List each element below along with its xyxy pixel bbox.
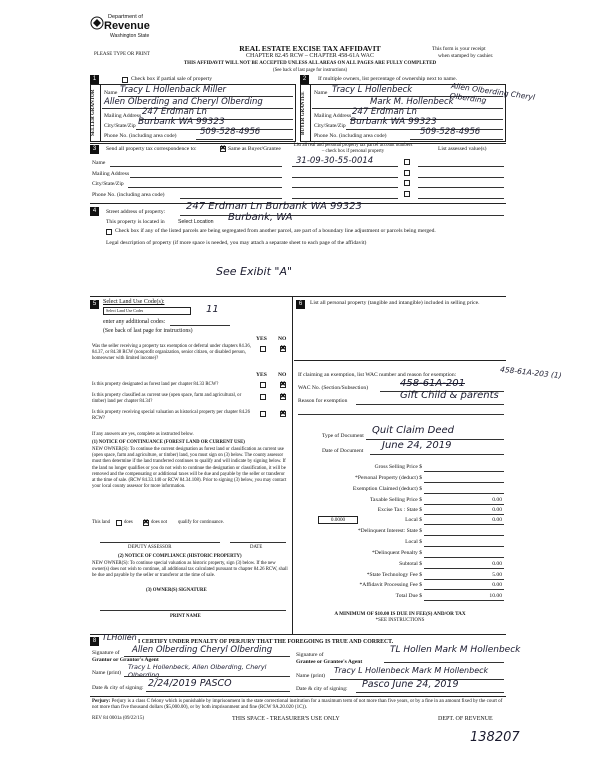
wac-value[interactable]: 458-61A-201 — [400, 378, 465, 389]
section4-number: 4 — [90, 207, 99, 216]
calc-local-value: 0.00 — [492, 517, 502, 523]
exemption-label: If claiming an exemption, list WAC number and reason for exemption: — [298, 372, 457, 378]
buyer-phone-value[interactable]: 509-528-4956 — [420, 127, 481, 137]
section3-number: 3 — [90, 145, 99, 154]
notice2-title: (2) NOTICE OF COMPLIANCE (HISTORIC PROPERTY) — [118, 554, 242, 559]
calc-total-value: 10.00 — [489, 593, 502, 599]
q4-yes-checkbox[interactable] — [260, 411, 266, 417]
seller-side-label: SELLER GRANTOR — [91, 89, 96, 137]
segregated-checkbox[interactable] — [106, 229, 112, 235]
buyer-phone-label: Phone No. (including area code) — [314, 133, 387, 139]
calc-taxable-label: Taxable Selling Price $ — [370, 497, 422, 503]
grantee-date-city-label: Date & city of signing: — [296, 686, 348, 692]
correspondence-phone-label: Phone No. (including area code) — [92, 192, 165, 198]
calc-gross-label: Gross Selling Price $ — [374, 464, 422, 470]
partial-sale-label: Check box if partial sale of property — [131, 76, 213, 82]
does-checkbox[interactable] — [116, 520, 122, 526]
no-header-1: NO — [278, 336, 287, 342]
calc-personal-label: *Personal Property (deduct) $ — [355, 475, 422, 481]
additional-codes-label: enter any additional codes: — [103, 319, 166, 325]
correspondence-mailing-label: Mailing Address — [92, 171, 130, 177]
seller-name-value2[interactable]: Allen Olberding and Cheryl Olberding — [104, 97, 263, 107]
legal-description-value[interactable]: See Exibit "A" — [216, 265, 293, 278]
receipt-line1: This form is your receipt — [432, 46, 486, 52]
calc-tech-fee-value: 5.00 — [492, 572, 502, 578]
calc-exemption-label: Exemption Claimed (deduct) $ — [352, 486, 422, 492]
land-use-select[interactable]: Select Land Use Codes — [103, 307, 191, 315]
segregated-label: Check box if any of the listed parcels are being segregated from another parcel, are part of a boundary line adjustment or parcels being merged. — [115, 228, 436, 234]
document-type-label: Type of Document — [322, 433, 364, 439]
grantee-signature[interactable]: TL Hollen Mark M Hollenbeck — [390, 645, 521, 655]
perjury-notice-bold: Perjury: — [92, 699, 111, 704]
buyer-name-label: Name — [314, 90, 328, 96]
buyer-name-value2[interactable]: Mark M. Hollenbeck — [370, 97, 454, 107]
calc-excise-state-label: Excise Tax : State $ — [377, 507, 422, 513]
wac-label: WAC No. (Section/Subsection) — [298, 385, 369, 391]
this-land-label: This land — [92, 520, 110, 525]
seller-city-label: City/State/Zip — [104, 123, 136, 129]
personal-property-checkbox-4[interactable] — [404, 191, 410, 197]
form-chapter: CHAPTER 82.45 RCW – CHAPTER 458-61A WAC — [246, 53, 374, 59]
does-label: does — [124, 520, 133, 525]
form-warning: THIS AFFIDAVIT WILL NOT BE ACCEPTED UNLESS ALL AREAS ON ALL PAGES ARE FULLY COMPLETED — [183, 61, 437, 66]
same-as-buyer-label: Same as Buyer/Grantee — [228, 146, 281, 152]
reason-label: Reason for exemption — [298, 398, 348, 404]
correspondence-city-label: City/State/Zip — [92, 181, 124, 187]
grantor-signature-of: Signature of — [92, 650, 120, 656]
buyer-name-value[interactable]: Tracy L Hollenbeck — [332, 85, 413, 95]
stamp-number: 138207 — [470, 730, 520, 745]
personal-property-label: List all personal property (tangible and intangible) included in selling price. — [310, 300, 480, 306]
notice2-text: NEW OWNER(S): To continue special valuation as historic property, sign (3) below. If the new owner(s) does not wish to continue, all additional tax calculated pursuant to chapter 84.26 RCW, shall be due and payable by the seller or transferor at the time of sale. — [92, 561, 288, 579]
q1-no-checkbox[interactable] — [280, 346, 286, 352]
dor-logo-icon — [90, 16, 104, 30]
receipt-line2: when stamped by cashier. — [438, 53, 494, 59]
deputy-date-label: DATE — [250, 545, 263, 550]
partial-sale-checkbox[interactable] — [122, 77, 128, 83]
does-not-checkbox[interactable] — [143, 520, 149, 526]
seller-name-label: Name — [104, 90, 118, 96]
q1-text: Was the seller receiving a property tax exemption or deferral under chapters 84.36, 84.37, or 84.38 RCW (nonprofit organization, senior citizen, or disabled person, homeowner with limited income)? — [92, 344, 251, 361]
calc-excise-state-value: 0.00 — [492, 507, 502, 513]
certify-initials: TLHollen — [102, 633, 137, 642]
seller-mailing-label: Mailing Address — [104, 113, 142, 119]
q3-no-checkbox[interactable] — [280, 394, 286, 400]
grantee-signature-of: Signature of — [296, 652, 324, 658]
land-use-label: Select Land Use Code(s): — [103, 299, 165, 305]
personal-property-checkbox-3[interactable] — [404, 180, 410, 186]
buyer-mailing-label: Mailing Address — [314, 113, 352, 119]
land-use-value: 11 — [206, 304, 219, 315]
parcel-header: List all real and personal property tax parcel account numbers – check box if personal property — [293, 143, 413, 154]
section5-number: 5 — [90, 300, 99, 309]
notice1-text: NEW OWNER(S): To continue the current designation as forest land or classification as current use (open space, farm and agriculture, or timber) land, you must sign on (3) below. The county assessor must then determine if the land transferred continues to qualify and will indicate by signing below. If the land no longer qualifies or you do not wish to continue the designation or classification, it will be removed and the compensating or additional taxes will be due and payable by the seller or transferor at the time of sale. (RCW 84.33.140 or RCW 84.34.108). Prior to signing (3) below, you may contact your local county assessor for more information. — [92, 447, 287, 490]
document-type-value[interactable]: Quit Claim Deed — [372, 425, 455, 436]
perjury-notice — [92, 699, 506, 712]
q2-no-checkbox[interactable] — [280, 382, 286, 388]
please-type: PLEASE TYPE OR PRINT — [94, 52, 150, 57]
calc-subtotal-label: Subtotal $ — [399, 561, 422, 567]
legal-description-label: Legal description of property (if more space is needed, you may attach a separate sheet to each page of the affidavit) — [106, 240, 367, 246]
no-header-2: NO — [278, 372, 287, 378]
buyer-mailing-value[interactable]: 247 Erdman Ln — [352, 107, 417, 117]
calc-taxable-value: 0.00 — [492, 497, 502, 503]
dept-of-revenue-footer: DEPT. OF REVENUE — [438, 716, 493, 722]
see-instructions-note: *SEE INSTRUCTIONS — [375, 618, 425, 623]
deputy-assessor-label: DEPUTY ASSESSOR — [128, 545, 172, 550]
calc-local-label: Local $ — [405, 517, 422, 523]
seller-phone-label: Phone No. (including area code) — [104, 133, 177, 139]
street-address-value[interactable]: 247 Erdman Ln Burbank WA 99323 — [186, 201, 362, 212]
located-in-label: This property is located in — [106, 219, 165, 225]
personal-property-checkbox-2[interactable] — [404, 170, 410, 176]
grantor-signature[interactable]: Allen Olberding Cheryl Olberding — [132, 645, 273, 655]
land-use-see-back: (See back of last page for instructions) — [103, 328, 193, 334]
q2-yes-checkbox[interactable] — [260, 382, 266, 388]
seller-city-value[interactable]: Burbank WA 99323 — [138, 117, 225, 127]
form-see-back: (See back of last page for instructions) — [272, 68, 348, 73]
q4-no-checkbox[interactable] — [280, 411, 286, 417]
buyer-margin-note: Allen Olberding Cheryl Olberding — [449, 81, 536, 106]
calc-delinquent-local-label: Local $ — [405, 539, 422, 545]
calc-subtotal-value: 0.00 — [492, 561, 502, 567]
grantee-name-print[interactable]: Tracy L Hollenbeck Mark M Hollenbeck — [334, 666, 489, 675]
grantor-name-print[interactable]: Tracy L Hollenbeck, Allen Olberding, Cheryl Olberding — [128, 663, 267, 679]
calc-tech-fee-label: *State Technology Fee $ — [366, 572, 422, 578]
select-location-dropdown[interactable]: Select Location — [178, 219, 214, 225]
buyer-city-label: City/State/Zip — [314, 123, 346, 129]
calc-total-label: Total Due $ — [395, 593, 422, 599]
q3-yes-checkbox[interactable] — [260, 394, 266, 400]
dor-logo — [90, 10, 160, 46]
grantee-name-print-label: Name (print) — [296, 673, 326, 679]
section1-number: 1 — [90, 75, 99, 84]
logo-line2: Revenue — [104, 20, 150, 32]
seller-phone-value[interactable]: 509-528-4956 — [200, 127, 261, 137]
section8-number: 8 — [90, 637, 99, 646]
document-date-value[interactable]: June 24, 2019 — [382, 440, 452, 451]
same-as-buyer-checkbox[interactable] — [220, 146, 226, 152]
logo-line1: Department of — [108, 14, 143, 20]
section2-number: 2 — [300, 75, 309, 84]
seller-mailing-value[interactable]: 247 Erdman Ln — [142, 107, 207, 117]
section6-number: 6 — [296, 300, 305, 309]
personal-property-checkbox-1[interactable] — [404, 159, 410, 165]
perjury-notice-text: Perjury is a class C felony which is punishable by imprisonment in the state correctional institution for a maximum term of not more than five years, or by a fine in an amount fixed by the court of not more than five thousand dollars ($5,000.00), or by both imprisonment and fine (RCW 9A.20.020 (1C)). — [92, 699, 503, 711]
reason-value[interactable]: Gift Child & parents — [400, 390, 499, 401]
calc-processing-fee-label: *Affidavit Processing Fee $ — [359, 582, 422, 588]
form-revision: REV 84 0001a (09/22/15) — [92, 716, 144, 721]
street-address-label: Street address of property: — [106, 209, 166, 215]
calc-processing-fee-value: 0.00 — [492, 582, 502, 588]
wac-margin-note: 458-61A-203 (1) — [499, 364, 563, 381]
local-rate-field[interactable]: 0.0000 — [318, 516, 358, 524]
grantee-date-city[interactable]: Pasco June 24, 2019 — [362, 679, 459, 690]
buyer-side-label: BUYER GRANTEE — [301, 91, 306, 135]
q1-yes-checkbox[interactable] — [260, 346, 266, 352]
grantor-date-city-label: Date & city of signing: — [92, 685, 144, 691]
q4-text: Is this property receiving special valuation as historical property per chapter 84.26 RCW? — [92, 410, 250, 421]
grantor-date-city[interactable]: 2/24/2019 PASCO — [148, 678, 232, 689]
print-name-label: PRINT NAME — [170, 614, 201, 619]
if-yes-note: If any answers are yes, complete as instructed below. — [92, 432, 194, 437]
treasurer-use-note: THIS SPACE - TREASURER'S USE ONLY — [232, 716, 340, 722]
buyer-city-value[interactable]: Burbank WA 99323 — [350, 117, 437, 127]
grantor-name-print-label: Name (print) — [92, 670, 122, 676]
q3-text: Is this property classified as current use (open space, farm and agricultural, or timber) land per chapter 84.34? — [92, 393, 242, 404]
calc-penalty-label: *Delinquent Penalty $ — [371, 550, 422, 556]
certify-statement: I CERTIFY UNDER PENALTY OF PERJURY THAT THE FOREGOING IS TRUE AND CORRECT. — [138, 639, 394, 645]
document-date-label: Date of Document — [322, 448, 364, 454]
correspondence-name-label: Name — [92, 160, 106, 166]
does-not-label: does not — [151, 520, 168, 525]
calc-delinquent-state-label: *Delinquent Interest: State $ — [357, 528, 422, 534]
parcel-number-value[interactable]: 31-09-30-55-0014 — [296, 156, 374, 166]
qualify-label: qualify for continuance. — [178, 520, 224, 525]
located-in-value: Burbank, WA — [228, 212, 293, 223]
multiple-owners-note: If multiple owners, list percentage of ownership next to name. — [318, 76, 458, 82]
grantee-agent-label: Grantee or Grantee's Agent — [296, 659, 363, 665]
yes-header-2: YES — [256, 372, 267, 378]
seller-name-value[interactable]: Tracy L Hollenback Miller — [120, 85, 227, 95]
grantor-agent-label: Grantor or Grantor's Agent — [92, 657, 159, 663]
q2-text: Is this property designated as forest land per chapter 84.33 RCW? — [92, 382, 219, 387]
notice1-title: (1) NOTICE OF CONTINUANCE (FOREST LAND OR CURRENT USE) — [92, 440, 245, 445]
owner-signature-label: (3) OWNER(S) SIGNATURE — [146, 588, 207, 593]
form-title: REAL ESTATE EXCISE TAX AFFIDAVIT — [239, 44, 381, 53]
assessed-header: List assessed value(s) — [438, 146, 487, 152]
minimum-due-note: A MINIMUM OF $10.00 IS DUE IN FEE(S) AND/OR TAX — [334, 611, 466, 617]
logo-line3: Washington State — [110, 33, 150, 39]
send-correspondence-label: Send all property tax correspondence to: — [106, 146, 197, 152]
yes-header-1: YES — [256, 336, 267, 342]
